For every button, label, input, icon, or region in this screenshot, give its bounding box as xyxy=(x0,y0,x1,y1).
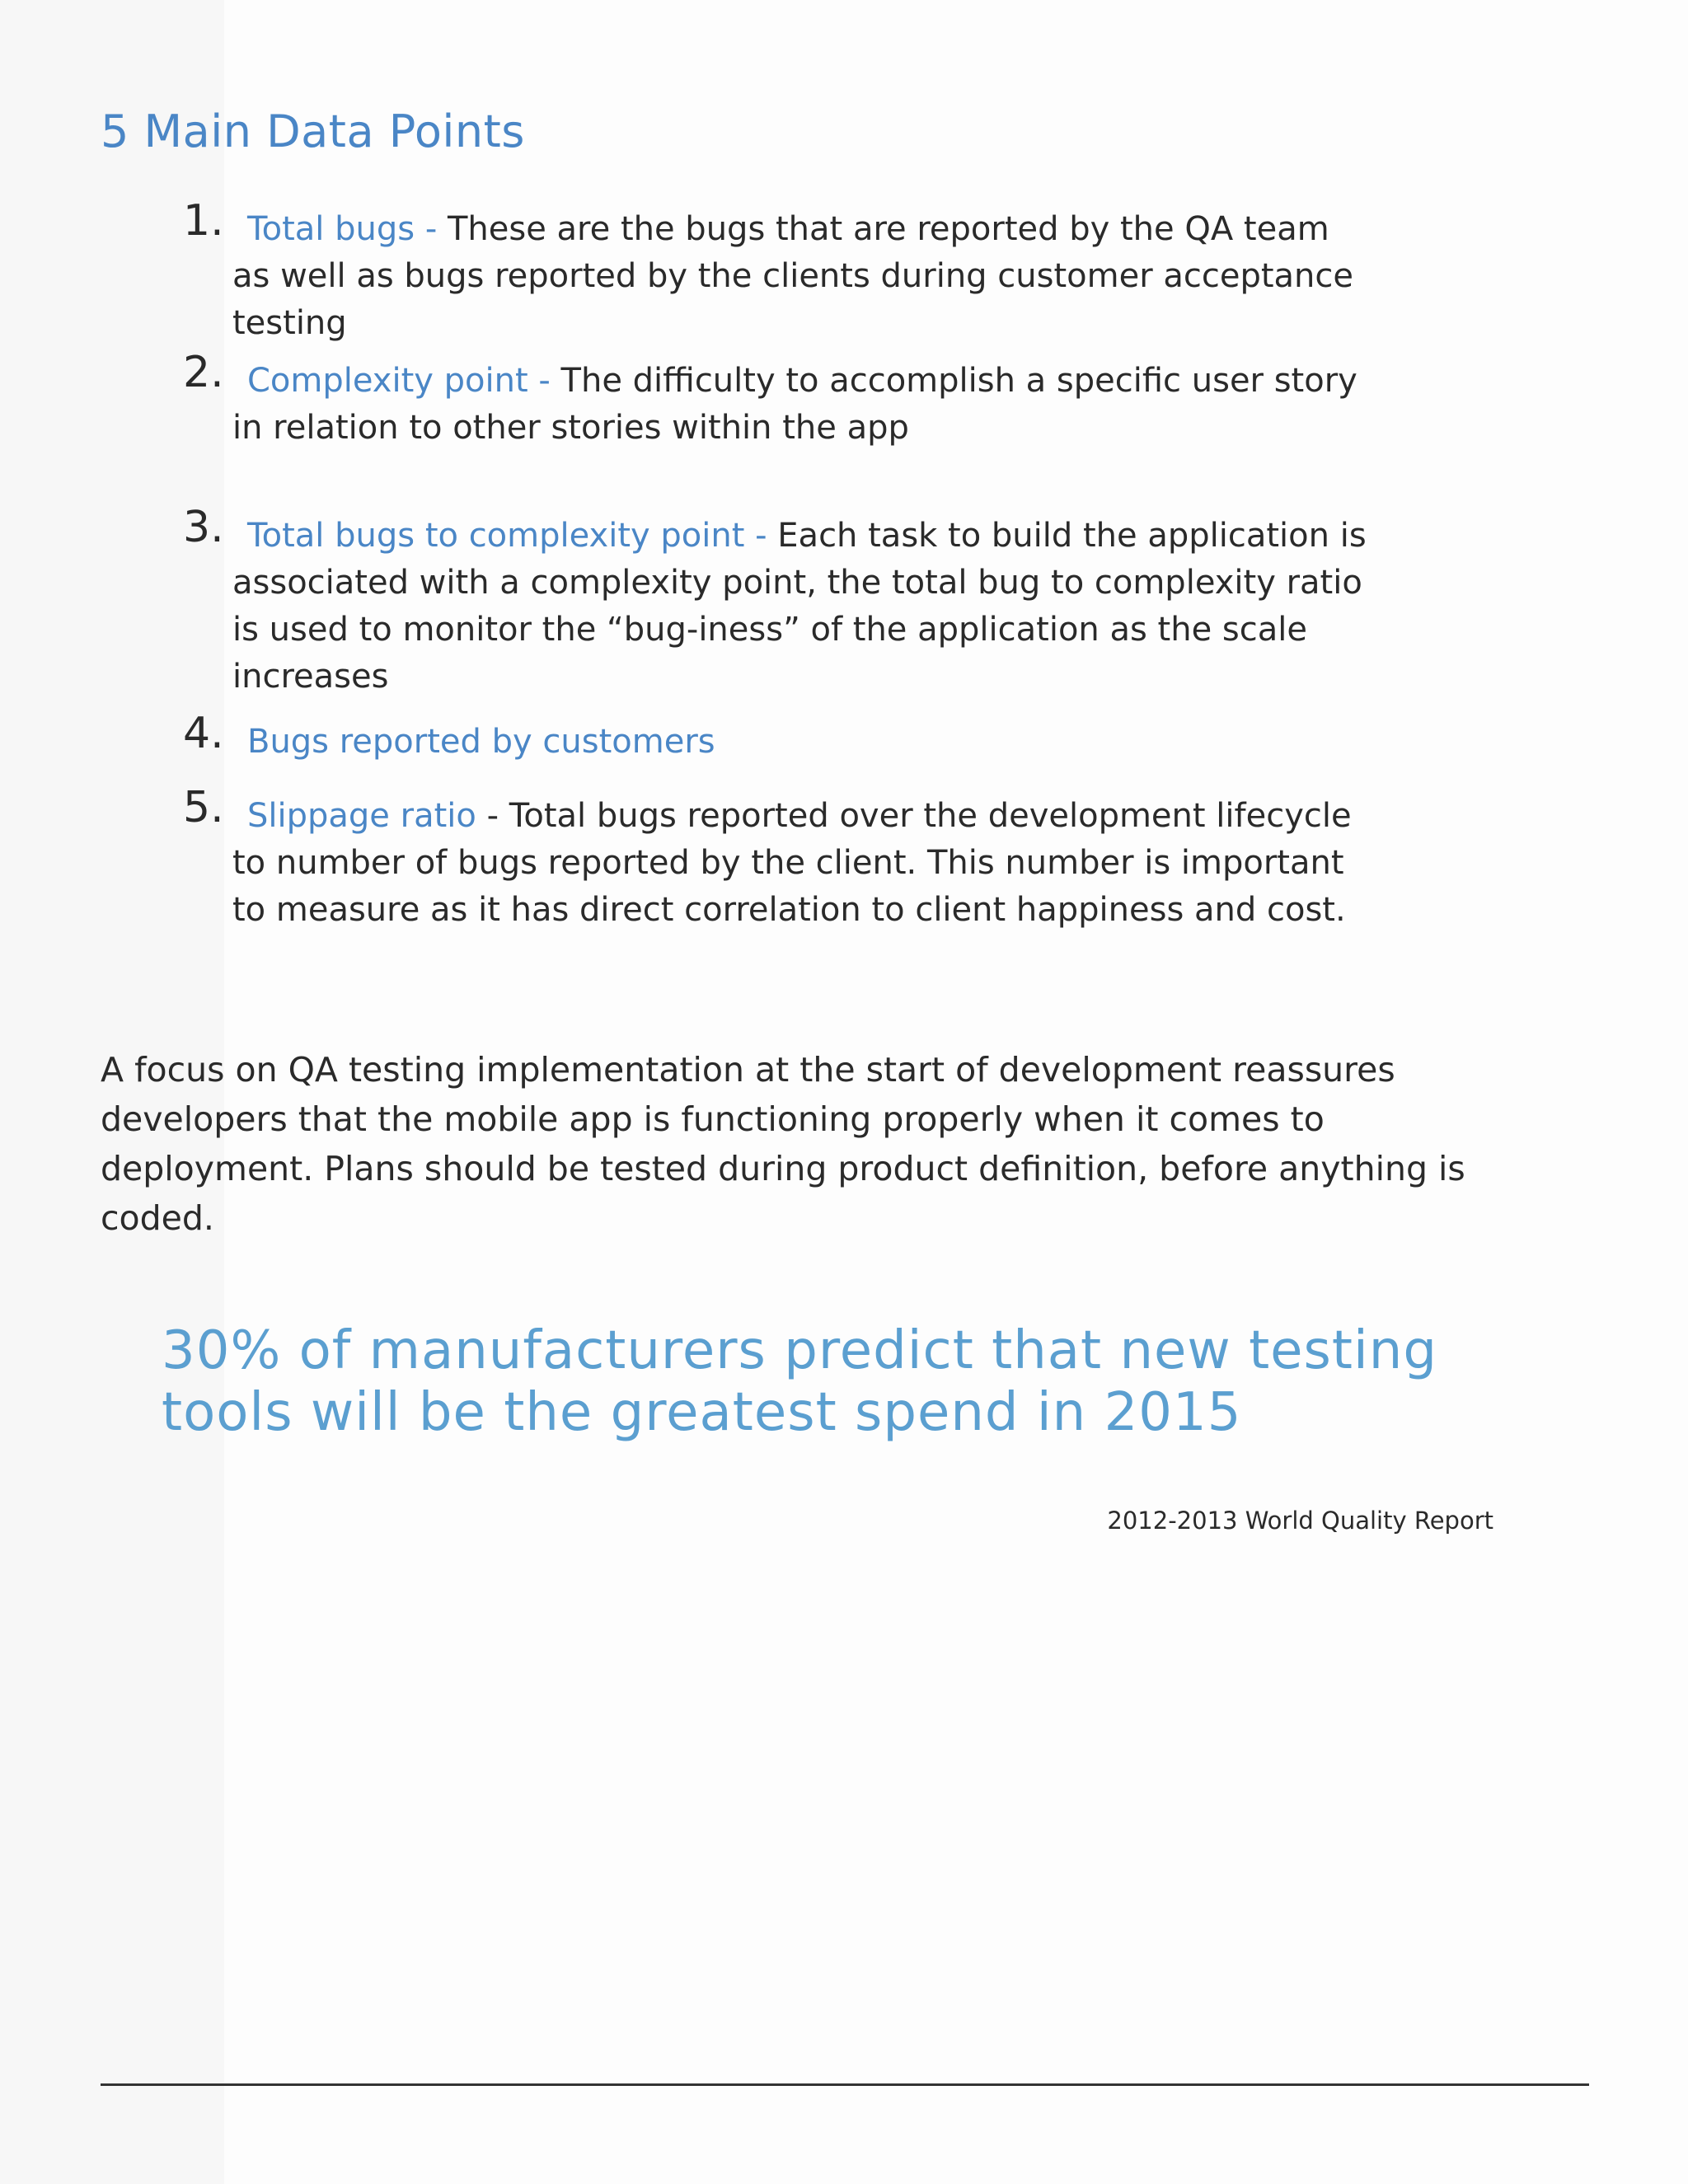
section-heading: 5 Main Data Points xyxy=(101,105,525,157)
point-description: The difficulty to accomplish a specific user story in relation to other stories within the app xyxy=(232,362,1357,447)
point-term: Total bugs to complexity point xyxy=(247,517,745,555)
point-term: Slippage ratio xyxy=(247,797,476,835)
point-number: 5. xyxy=(183,783,224,832)
point-term: Complexity point xyxy=(247,362,528,400)
point-separator: - xyxy=(476,797,509,835)
point-text xyxy=(232,793,1370,934)
data-point-4 xyxy=(183,709,1370,766)
data-point-1 xyxy=(183,196,1370,347)
point-text xyxy=(232,719,1370,766)
body-paragraph: A focus on QA testing implementation at the start of development reassures developers that the mobile app is functioning properly when it comes to deployment. Plans should be tested during product definition, before anything is coded. xyxy=(101,1050,1465,1238)
data-point-2 xyxy=(183,348,1370,452)
point-term: Total bugs xyxy=(247,210,415,248)
point-number: 3. xyxy=(183,503,224,552)
quote-source: 2012-2013 World Quality Report xyxy=(1107,1507,1493,1535)
point-number: 2. xyxy=(183,348,224,397)
point-description: Total bugs reported over the development lifecycle to number of bugs reported by the client. This number is important to measure as it has direct correlation to client happiness and cost. xyxy=(232,797,1352,929)
point-text xyxy=(232,513,1370,701)
point-number: 4. xyxy=(183,709,224,758)
point-separator: - xyxy=(528,362,561,400)
point-description: Each task to build the application is associated with a complexity point, the total bug to complexity ratio is used to monitor the “bug-iness” of the application as the scale increases xyxy=(232,517,1367,696)
point-description: These are the bugs that are reported by the QA team as well as bugs reported by the clients during customer acceptance testing xyxy=(232,210,1353,342)
point-separator: - xyxy=(744,517,778,555)
point-text xyxy=(232,358,1370,452)
pull-quote: 30% of manufacturers predict that new testing tools will be the greatest spend in 2015 xyxy=(162,1320,1437,1443)
footer-divider xyxy=(101,2083,1589,2086)
point-text xyxy=(232,206,1370,347)
point-separator: - xyxy=(415,210,448,248)
point-number: 1. xyxy=(183,196,224,246)
data-point-5 xyxy=(183,783,1370,934)
point-term: Bugs reported by customers xyxy=(247,723,715,761)
data-point-3 xyxy=(183,503,1370,701)
